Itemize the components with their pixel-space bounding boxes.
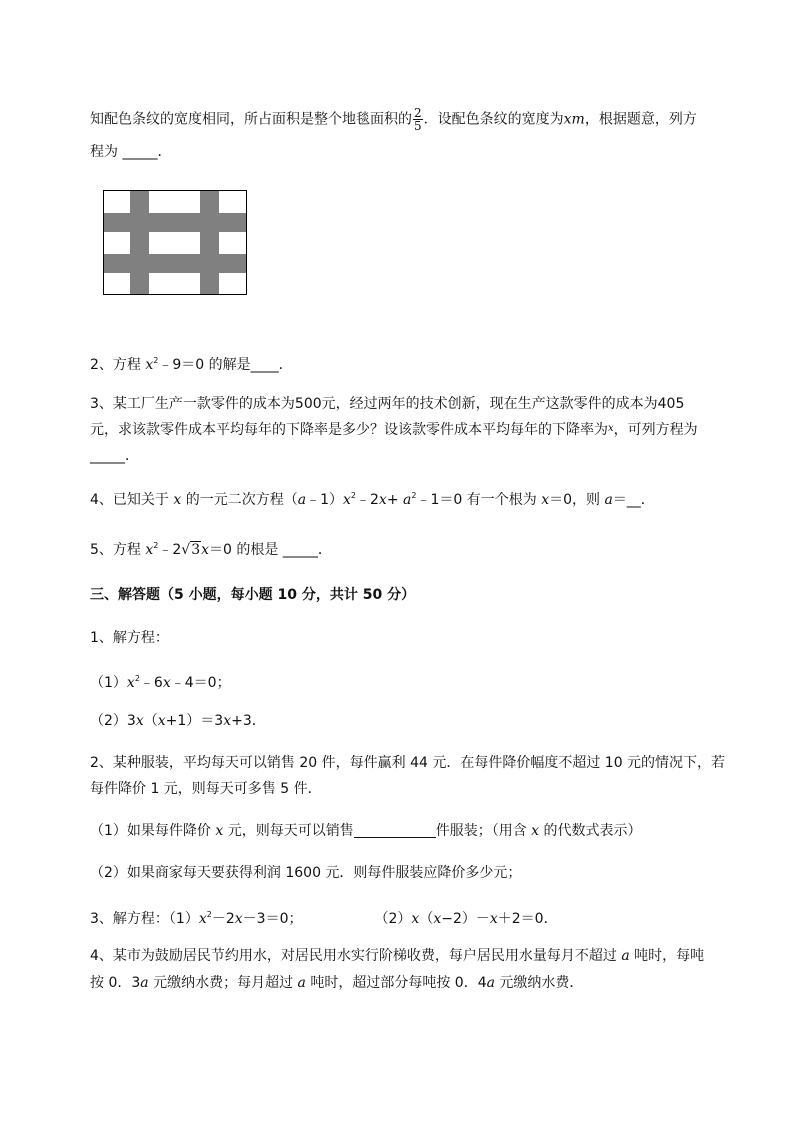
- part-label: （1）: [90, 675, 127, 691]
- var-x: x: [145, 542, 154, 558]
- carpet-stripe-figure: [103, 190, 249, 298]
- var-x: x: [433, 911, 442, 927]
- var-x: x: [135, 713, 144, 729]
- s1-text: +1）＝3: [165, 713, 224, 729]
- intro-line-1: [90, 107, 697, 132]
- s3-text: －3＝0；: [242, 911, 303, 927]
- fraction-numerator: 2: [414, 106, 422, 120]
- var-x: x: [411, 911, 420, 927]
- s1-text: （: [143, 713, 158, 729]
- s4-text: 吨时，超过部分每吨按 0．4: [305, 975, 487, 991]
- q2-text-a: 2、方程: [90, 357, 146, 373]
- s3-text: −2）－: [441, 911, 490, 927]
- solve-1-part-2: [90, 711, 266, 731]
- radicand: 3: [191, 542, 201, 558]
- part-label: （2）3: [90, 713, 136, 729]
- question-3-line-3: _____．: [90, 448, 139, 464]
- q3-text-b: ，可列方程为: [613, 422, 698, 438]
- exponent: 2: [153, 356, 159, 365]
- s2-text: 的代数式表示）: [539, 823, 642, 839]
- s4-text: 元缴纳水费；每月超过: [148, 975, 298, 991]
- var-a: a: [621, 948, 630, 964]
- var-x: x: [531, 823, 540, 839]
- var-x: x: [145, 357, 154, 373]
- var-a: a: [486, 975, 495, 991]
- s3-text: 3、解方程：（1）: [90, 911, 199, 927]
- horizontal-stripe-1: [104, 213, 246, 232]
- q4-text: ＝__．: [612, 492, 655, 508]
- var-x: x: [162, 675, 171, 691]
- solve-1-title: 1、解方程：: [90, 630, 169, 646]
- q4-text: ﹣1）: [306, 492, 343, 508]
- var-x: x: [608, 423, 614, 434]
- var-x: x: [234, 911, 243, 927]
- var-x: x: [489, 911, 498, 927]
- q3-text-a: 元，求该款零件成本平均每年的下降率是多少？设该款零件成本平均每年的下降率为: [90, 422, 608, 438]
- fraction-denominator: 5: [414, 119, 422, 133]
- section-3-heading: 三、解答题（5 小题，每小题 10 分，共计 50 分）: [90, 587, 416, 603]
- q2-text-b: ﹣9＝0 的解是____．: [158, 357, 293, 373]
- question-3-line-2: [90, 419, 698, 440]
- exponent: 2: [134, 674, 140, 683]
- s3-text: （: [419, 911, 434, 927]
- solve-4-line-2: [90, 973, 583, 993]
- intro-text-a: 知配色条纹的宽度相同，所占面积是整个地毯面积的: [90, 111, 412, 128]
- var-x: x: [198, 911, 207, 927]
- solve-2-part-1: [90, 821, 642, 841]
- var-a: a: [140, 975, 149, 991]
- answer-blank[interactable]: [354, 821, 436, 838]
- q5-text: ＝0 的根是 _____．: [209, 542, 332, 558]
- q4-text: ﹣1＝0 有一个根为: [416, 492, 542, 508]
- solve-2-line-1: 2、某种服装，平均每天可以销售 20 件，每件赢利 44 元．在每件降价幅度不超过 10 元的情况下，若: [90, 755, 726, 771]
- q4-text: ＝0，则: [549, 492, 605, 508]
- q4-text: +: [386, 492, 404, 508]
- s2-text: 件服装；（用含: [435, 823, 532, 839]
- s1-text: ﹣4＝0；: [170, 675, 231, 691]
- var-x: x: [173, 492, 182, 508]
- solve-1-part-1: [90, 669, 231, 693]
- s2-text: 元，则每天可以销售: [223, 823, 354, 839]
- solve-3: [90, 905, 558, 929]
- s4-text: 4、某市为鼓励居民节约用水，对居民用水实行阶梯收费，每户居民用水量每月不超过: [90, 948, 622, 964]
- exponent: 2: [153, 541, 159, 550]
- var-x: x: [215, 823, 224, 839]
- solve-4-line-1: [90, 946, 704, 966]
- var-a: a: [297, 975, 306, 991]
- var-a: a: [297, 492, 307, 508]
- q5-text: 5、方程: [90, 542, 146, 558]
- s3-text: （2）: [374, 911, 412, 927]
- var-x: x: [343, 492, 351, 508]
- vertical-stripe-1: [130, 191, 149, 294]
- s3-text: ＋2＝0．: [497, 911, 558, 927]
- s4-text: 元缴纳水费．: [494, 975, 584, 991]
- var-a: a: [604, 492, 613, 508]
- solve-2-line-2: 每件降价 1 元，则每天可多售 5 件．: [90, 781, 322, 797]
- q5-text: ﹣2: [158, 542, 182, 558]
- q4-text: 4、已知关于: [90, 492, 174, 508]
- s1-text: ﹣6: [139, 675, 163, 691]
- var-x: x: [126, 675, 135, 691]
- fraction-two-fifths: [413, 107, 423, 132]
- horizontal-stripe-2: [104, 254, 246, 273]
- exponent: 2: [350, 491, 356, 500]
- s2-text: （1）如果每件降价: [90, 823, 216, 839]
- question-2: [90, 351, 293, 375]
- q4-text: ﹣2: [356, 492, 379, 508]
- intro-text-c: ，根据题意，列方: [584, 111, 697, 128]
- exponent: 2: [206, 910, 212, 919]
- q4-text: 的一元二次方程（: [181, 492, 298, 508]
- var-x: x: [223, 713, 232, 729]
- sqrt-three: [181, 541, 201, 558]
- s4-text: 吨时，每吨: [629, 948, 705, 964]
- question-3-line-1: 3、某工厂生产一款零件的成本为500元，经过两年的技术创新，现在生产这款零件的成本为405: [90, 396, 685, 412]
- carpet-outline: [104, 191, 247, 295]
- intro-line-2: 程为 _____．: [90, 144, 172, 160]
- var-x: x: [201, 542, 210, 558]
- exponent: 2: [411, 491, 417, 500]
- intro-text-b: ．设配色条纹的宽度为: [423, 111, 564, 128]
- var-x: x: [541, 492, 550, 508]
- question-4: [90, 486, 655, 510]
- s4-text: 按 0．3: [90, 975, 141, 991]
- var-x: x: [157, 713, 166, 729]
- radical-sign: √: [181, 542, 191, 558]
- solve-2-part-2: （2）如果商家每天要获得利润 1600 元．则每件服装应降价多少元；: [90, 865, 522, 881]
- s1-text: +3．: [231, 713, 266, 729]
- vertical-stripe-2: [200, 191, 219, 294]
- var-a: a: [403, 492, 412, 508]
- s3-text: －2: [211, 911, 235, 927]
- question-5: [90, 536, 332, 560]
- var-x: x: [563, 111, 572, 128]
- var-x: x: [378, 492, 387, 508]
- unit-m: m: [571, 111, 585, 128]
